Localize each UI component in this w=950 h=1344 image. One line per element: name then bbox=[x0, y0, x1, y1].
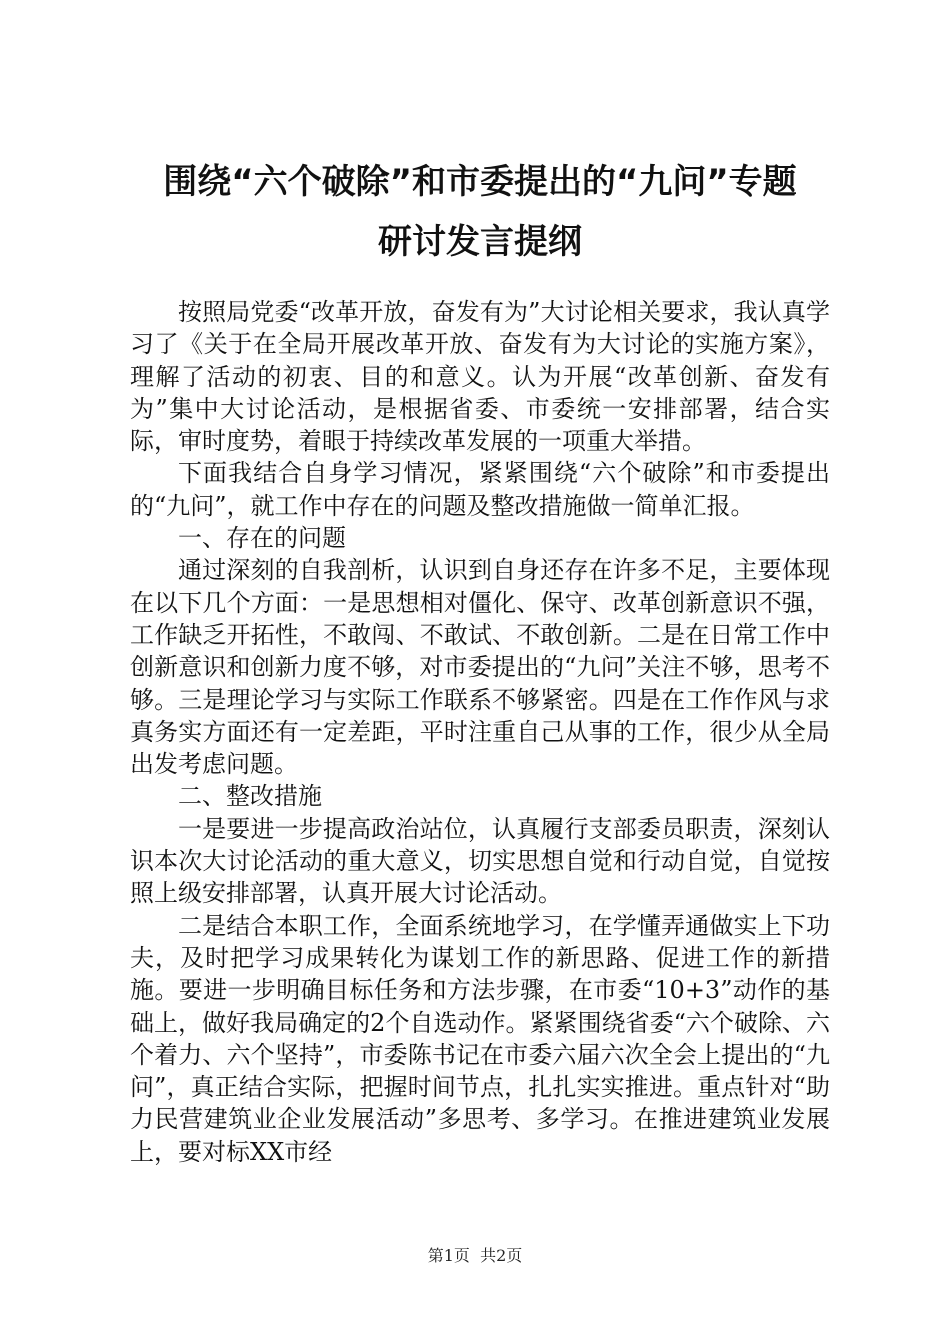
paragraph-measure-2: 二是结合本职工作，全面系统地学习，在学懂弄通做实上下功夫，及时把学习成果转化为谋划工作的新思路、促进工作的新措施。要进一步明确目标任务和方法步骤，在市委“10+3”动作的基础上，做好我局确定的2个自选动作。紧紧围绕省委“六个破除、六个着力、六个坚持”，市委陈书记在市委六届六次全会上提出的“九问”，真正结合实际，把握时间节点，扎扎实实推进。重点针对“助力民营建筑业企业发展活动”多思考、多学习。在推进建筑业发展上，要对标XX市经 bbox=[130, 911, 830, 1166]
paragraph-measure-1: 一是要进一步提高政治站位，认真履行支部委员职责，深刻认识本次大讨论活动的重大意义，切实思想自觉和行动自觉，自觉按照上级安排部署，认真开展大讨论活动。 bbox=[130, 814, 830, 908]
paragraph-problems: 通过深刻的自我剖析，认识到自身还存在许多不足，主要体现在以下几个方面：一是思想相对僵化、保守、改革创新意识不强，工作缺乏开拓性，不敢闯、不敢试、不敢创新。二是在日常工作中创新意识和创新力度不够，对市委提出的“九问”关注不够，思考不够。三是理论学习与实际工作联系不够紧密。四是在工作作风与求真务实方面还有一定差距，平时注重自己从事的工作，很少从全局出发考虑问题。 bbox=[130, 556, 830, 779]
page-number: 第1页 共2页 bbox=[427, 1246, 523, 1265]
document-body bbox=[130, 296, 830, 1168]
paragraph-intro: 按照局党委“改革开放，奋发有为”大讨论相关要求，我认真学习了《关于在全局开展改革开放、奋发有为大讨论的实施方案》，理解了活动的初衷、目的和意义。认为开展“改革创新、奋发有为”集中大讨论活动，是根据省委、市委统一安排部署，结合实际，审时度势，着眼于持续改革发展的一项重大举措。 bbox=[130, 298, 830, 456]
paragraph-overview: 下面我结合自身学习情况，紧紧围绕“六个破除”和市委提出的“九问”，就工作中存在的问题及整改措施做一简单汇报。 bbox=[130, 459, 830, 520]
section-heading-measures: 二、整改措施 bbox=[178, 782, 322, 811]
document-title-line-1: 围绕“六个破除”和市委提出的“九问”专题 bbox=[163, 162, 797, 202]
document-title-line-2: 研讨发言提纲 bbox=[378, 222, 582, 262]
section-heading-problems: 一、存在的问题 bbox=[178, 524, 346, 553]
page-footer bbox=[0, 1246, 950, 1266]
